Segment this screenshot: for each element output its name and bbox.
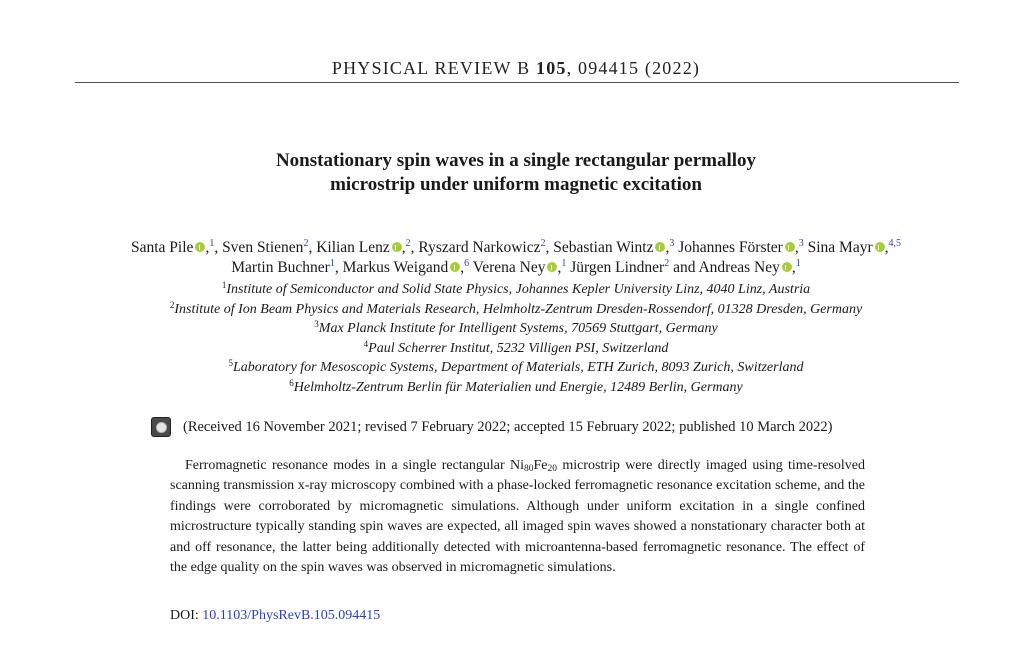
doi-label: DOI: xyxy=(170,608,203,623)
author-name: Ryszard Narkowicz xyxy=(418,239,541,256)
abstract xyxy=(170,456,865,578)
affiliation-text: Laboratory for Mesoscopic Systems, Department of Materials, ETH Zurich, 8093 Zurich, Switzerland xyxy=(233,360,804,375)
author-comma: , xyxy=(791,259,796,276)
author-separator: , xyxy=(545,239,554,256)
author-name: Sina Mayr xyxy=(807,239,873,256)
author-name: Andreas Ney xyxy=(698,259,780,276)
author-list xyxy=(0,238,1024,278)
affiliation-3 xyxy=(0,319,1024,339)
affiliation-number: 3 xyxy=(314,319,319,329)
journal-header xyxy=(0,58,1024,79)
affiliation-marker[interactable]: 2 xyxy=(303,238,309,249)
affiliation-2 xyxy=(0,300,1024,320)
author-separator: and xyxy=(669,259,699,276)
affiliation-marker[interactable]: 4,5 xyxy=(888,238,901,249)
author-name: Sven Stienen xyxy=(222,239,304,256)
header-rule xyxy=(75,82,959,83)
affiliation-marker[interactable]: 1 xyxy=(561,258,567,269)
formula-fe-sub: 20 xyxy=(547,464,557,474)
affiliation-marker[interactable]: 1 xyxy=(329,258,335,269)
author-comma: , xyxy=(460,259,465,276)
affiliation-number: 1 xyxy=(221,280,227,290)
doi-line xyxy=(170,608,380,624)
abstract-text-start: Ferromagnetic resonance modes in a single rectangular xyxy=(185,458,510,473)
author-comma: , xyxy=(665,239,670,256)
affiliation-marker[interactable]: 2 xyxy=(540,238,546,249)
journal-name: PHYSICAL REVIEW B xyxy=(331,58,531,78)
affiliation-text: Paul Scherrer Institut, 5232 Villigen PSI, Switzerland xyxy=(368,340,669,356)
received-dates: (Received 16 November 2021; revised 7 February 2022; accepted 15 February 2022; published 10 March 2022) xyxy=(183,418,833,435)
affiliation-marker[interactable]: 2 xyxy=(405,238,411,249)
affiliation-number: 5 xyxy=(228,358,233,368)
author-separator: , xyxy=(334,259,343,276)
journal-article: , 094415 (2022) xyxy=(566,58,701,78)
author-name: Markus Weigand xyxy=(342,259,449,276)
affiliation-text: Max Planck Institute for Intelligent Systems, 70569 Stuttgart, Germany xyxy=(318,321,718,336)
author-name: Verena Ney xyxy=(472,259,546,276)
author-separator: , xyxy=(214,239,223,256)
author-comma: , xyxy=(884,239,889,256)
affiliation-marker[interactable]: 6 xyxy=(464,258,470,269)
author-name: Martin Buchner xyxy=(231,259,330,276)
affiliation-1 xyxy=(0,280,1024,300)
doi-link[interactable]: 10.1103/PhysRevB.105.094415 xyxy=(202,608,381,623)
orcid-icon[interactable] xyxy=(782,262,792,272)
affiliation-4 xyxy=(0,339,1024,359)
formula-ni: Ni xyxy=(509,458,524,473)
orcid-icon[interactable] xyxy=(655,242,665,252)
author-comma: , xyxy=(205,239,210,256)
formula-fe: Fe xyxy=(533,458,548,473)
abstract-text-rest: microstrip were directly imaged using time-resolved scanning transmission x-ray microscopy combined with a phase-locked ferromagnetic resonance excitation scheme, and the findings were corroborated by micromagnetic simulations. Although under uniform excitation in a single confined microstructure typically standing spin waves are expected, all imaged spin waves showed a nonstationary character both at and off resonance, the latter being additionally detected with microantenna-based ferromagnetic resonance. The effect of the edge quality on the spin waves was observed in micromagnetic simulations. xyxy=(170,458,865,576)
affiliation-marker[interactable]: 1 xyxy=(209,238,215,249)
author-name: Kilian Lenz xyxy=(316,239,390,256)
affiliation-text: Helmholtz-Zentrum Berlin für Materialien und Energie, 12489 Berlin, Germany xyxy=(293,379,743,395)
crossmark-icon[interactable] xyxy=(151,417,171,437)
author-separator: , xyxy=(410,239,419,256)
affiliation-5 xyxy=(0,358,1024,378)
affiliation-text: Institute of Semiconductor and Solid State Physics, Johannes Kepler University Linz, 4040 Linz, Austria xyxy=(226,282,811,297)
author-name: Sebastian Wintz xyxy=(553,239,654,256)
affiliation-marker[interactable]: 3 xyxy=(669,238,675,249)
orcid-icon[interactable] xyxy=(450,262,460,272)
formula-ni-sub: 80 xyxy=(523,464,534,474)
author-comma: , xyxy=(794,239,799,256)
affiliation-marker[interactable]: 1 xyxy=(795,258,801,269)
orcid-icon[interactable] xyxy=(785,242,795,252)
author-line-1 xyxy=(0,238,1024,258)
affiliation-text: Institute of Ion Beam Physics and Materials Research, Helmholtz-Zentrum Dresden-Rossendorf, 01328 Dresden, Germany xyxy=(174,301,863,317)
author-line-2 xyxy=(0,258,1024,278)
author-name: Santa Pile xyxy=(131,239,194,256)
author-name: Jürgen Lindner xyxy=(570,259,665,276)
orcid-icon[interactable] xyxy=(195,242,205,252)
affiliation-6 xyxy=(0,378,1024,398)
affiliation-number: 6 xyxy=(289,377,294,388)
orcid-icon[interactable] xyxy=(392,242,402,252)
affiliation-marker[interactable]: 3 xyxy=(798,238,804,249)
orcid-icon[interactable] xyxy=(875,242,885,252)
journal-volume: 105 xyxy=(536,58,567,78)
affiliation-marker[interactable]: 2 xyxy=(664,258,670,269)
author-name: Johannes Förster xyxy=(678,239,783,256)
author-comma: , xyxy=(557,259,562,276)
orcid-icon[interactable] xyxy=(547,262,557,272)
formula-ni80fe20 xyxy=(510,458,557,473)
affiliation-number: 2 xyxy=(169,299,175,310)
author-comma: , xyxy=(401,239,406,256)
title-line-1: Nonstationary spin waves in a single rectangular permalloy xyxy=(275,150,757,171)
affiliation-number: 4 xyxy=(363,338,369,349)
title-line-2: microstrip under uniform magnetic excitation xyxy=(330,174,702,195)
affiliation-list xyxy=(0,280,1024,397)
paper-title xyxy=(0,149,1024,197)
history-row xyxy=(151,416,833,438)
author-separator: , xyxy=(308,239,317,256)
